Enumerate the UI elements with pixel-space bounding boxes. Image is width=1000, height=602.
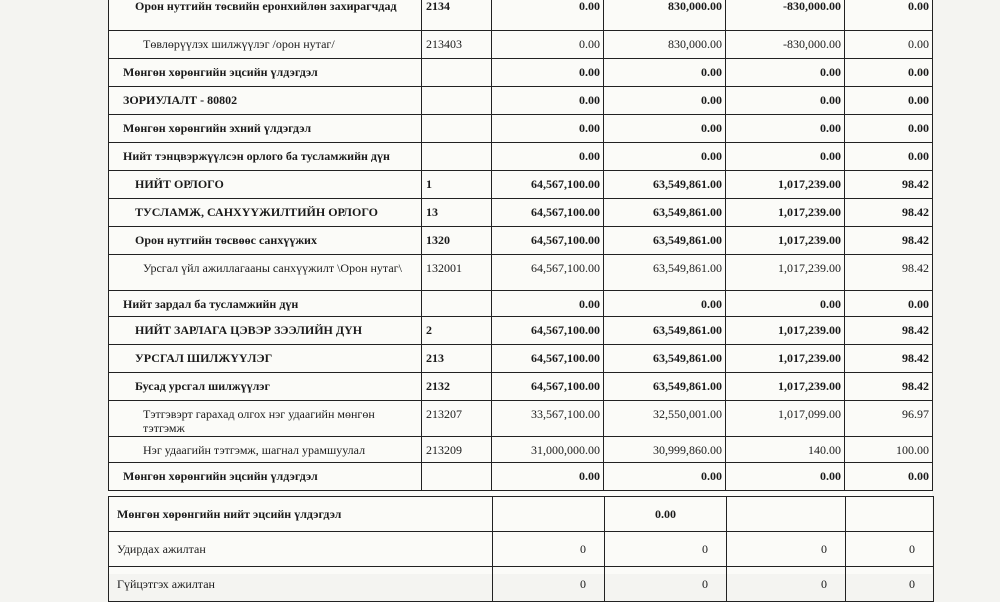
row-value-percent: 98.42 bbox=[845, 199, 933, 227]
table-row bbox=[109, 255, 933, 291]
row-value-difference: 0.00 bbox=[726, 115, 845, 143]
row-value-difference: 1,017,239.00 bbox=[726, 345, 845, 373]
row-label: Мөнгөн хөрөнгийн эцсийн үлдэгдэл bbox=[109, 59, 422, 87]
row-value-difference: -830,000.00 bbox=[726, 0, 845, 31]
row-value-difference: 1,017,239.00 bbox=[726, 171, 845, 199]
row-value-difference: 1,017,239.00 bbox=[726, 255, 845, 291]
summary-table bbox=[108, 496, 934, 602]
row-label: Нийт тэнцвэржүүлсэн орлого ба тусламжийн дүн bbox=[109, 143, 422, 171]
row-label: НИЙТ ОРЛОГО bbox=[109, 171, 422, 199]
row-label: Нэг удаагийн тэтгэмж, шагнал урамшуулал bbox=[109, 437, 422, 463]
row-value-actual: 63,549,861.00 bbox=[604, 199, 726, 227]
exec-label: Гүйцэтгэх ажилтан bbox=[109, 567, 493, 602]
row-value-difference: 140.00 bbox=[726, 437, 845, 463]
row-value-approved: 0.00 bbox=[492, 87, 604, 115]
row-label: Нийт зардал ба тусламжийн дүн bbox=[109, 291, 422, 317]
row-code: 213403 bbox=[422, 31, 492, 59]
summary-exec-row bbox=[109, 567, 934, 602]
summary-total-value: 0.00 bbox=[605, 497, 727, 532]
row-value-approved: 0.00 bbox=[492, 463, 604, 491]
row-label: Урсгал үйл ажиллагааны санхүүжилт \Орон нутаг\ bbox=[109, 255, 422, 291]
row-code bbox=[422, 291, 492, 317]
table-row bbox=[109, 87, 933, 115]
row-value-actual: 0.00 bbox=[604, 87, 726, 115]
row-value-percent: 0.00 bbox=[845, 31, 933, 59]
table-row bbox=[109, 227, 933, 255]
row-code bbox=[422, 87, 492, 115]
row-value-percent: 0.00 bbox=[845, 59, 933, 87]
row-value-approved: 0.00 bbox=[492, 143, 604, 171]
row-code: 213207 bbox=[422, 401, 492, 437]
managers-value: 0 bbox=[846, 532, 934, 567]
row-value-difference: 1,017,239.00 bbox=[726, 373, 845, 401]
row-value-difference: 1,017,239.00 bbox=[726, 227, 845, 255]
row-value-actual: 32,550,001.00 bbox=[604, 401, 726, 437]
row-label: ТУСЛАМЖ, САНХҮҮЖИЛТИЙН ОРЛОГО bbox=[109, 199, 422, 227]
exec-value: 0 bbox=[727, 567, 846, 602]
row-label: Тэтгэвэрт гарахад олгох нэг удаагийн мөнгөн тэтгэмж bbox=[109, 401, 422, 437]
table-row bbox=[109, 199, 933, 227]
exec-value: 0 bbox=[493, 567, 605, 602]
row-value-actual: 63,549,861.00 bbox=[604, 227, 726, 255]
managers-label: Удирдах ажилтан bbox=[109, 532, 493, 567]
row-label: Мөнгөн хөрөнгийн эхний үлдэгдэл bbox=[109, 115, 422, 143]
row-value-difference: 1,017,239.00 bbox=[726, 317, 845, 345]
row-label: НИЙТ ЗАРЛАГА ЦЭВЭР ЗЭЭЛИЙН ДҮН bbox=[109, 317, 422, 345]
row-value-actual: 0.00 bbox=[604, 143, 726, 171]
row-value-difference: 0.00 bbox=[726, 291, 845, 317]
table-row bbox=[109, 0, 933, 31]
row-value-actual: 63,549,861.00 bbox=[604, 171, 726, 199]
table-row bbox=[109, 171, 933, 199]
row-value-percent: 0.00 bbox=[845, 463, 933, 491]
row-label: ЗОРИУЛАЛТ - 80802 bbox=[109, 87, 422, 115]
row-value-percent: 98.42 bbox=[845, 255, 933, 291]
row-value-approved: 64,567,100.00 bbox=[492, 373, 604, 401]
row-value-actual: 63,549,861.00 bbox=[604, 373, 726, 401]
row-label: Орон нутгийн төсвийн еронхийлөн захирагчдад bbox=[109, 0, 422, 31]
budget-table bbox=[108, 0, 933, 491]
row-value-approved: 64,567,100.00 bbox=[492, 317, 604, 345]
row-value-actual: 0.00 bbox=[604, 115, 726, 143]
row-value-approved: 64,567,100.00 bbox=[492, 345, 604, 373]
row-value-approved: 0.00 bbox=[492, 115, 604, 143]
row-code: 1320 bbox=[422, 227, 492, 255]
row-value-percent: 0.00 bbox=[845, 143, 933, 171]
row-value-percent: 98.42 bbox=[845, 345, 933, 373]
row-value-difference: 0.00 bbox=[726, 463, 845, 491]
row-value-actual: 0.00 bbox=[604, 59, 726, 87]
row-value-approved: 31,000,000.00 bbox=[492, 437, 604, 463]
row-value-actual: 30,999,860.00 bbox=[604, 437, 726, 463]
row-label: Бусад урсгал шилжүүлэг bbox=[109, 373, 422, 401]
row-value-difference: 0.00 bbox=[726, 59, 845, 87]
row-value-approved: 33,567,100.00 bbox=[492, 401, 604, 437]
row-label: Орон нутгийн төсвөөс санхүүжих bbox=[109, 227, 422, 255]
row-value-difference: 1,017,239.00 bbox=[726, 199, 845, 227]
table-row bbox=[109, 373, 933, 401]
row-value-approved: 64,567,100.00 bbox=[492, 171, 604, 199]
row-value-approved: 64,567,100.00 bbox=[492, 227, 604, 255]
row-value-percent: 0.00 bbox=[845, 291, 933, 317]
table-row bbox=[109, 115, 933, 143]
row-value-percent: 0.00 bbox=[845, 115, 933, 143]
managers-value: 0 bbox=[493, 532, 605, 567]
row-label: Мөнгөн хөрөнгийн эцсийн үлдэгдэл bbox=[109, 463, 422, 491]
row-label: УРСГАЛ ШИЛЖҮҮЛЭГ bbox=[109, 345, 422, 373]
summary-empty-cell bbox=[846, 497, 934, 532]
table-row bbox=[109, 31, 933, 59]
row-value-actual: 63,549,861.00 bbox=[604, 317, 726, 345]
row-value-percent: 98.42 bbox=[845, 317, 933, 345]
row-code bbox=[422, 59, 492, 87]
table-row bbox=[109, 317, 933, 345]
row-code bbox=[422, 463, 492, 491]
row-value-actual: 830,000.00 bbox=[604, 31, 726, 59]
row-code bbox=[422, 115, 492, 143]
row-value-actual: 830,000.00 bbox=[604, 0, 726, 31]
table-row bbox=[109, 291, 933, 317]
managers-value: 0 bbox=[727, 532, 846, 567]
summary-total-row bbox=[109, 497, 934, 532]
row-code: 213 bbox=[422, 345, 492, 373]
summary-total-label: Мөнгөн хөрөнгийн нийт эцсийн үлдэгдэл bbox=[109, 497, 493, 532]
row-value-percent: 98.42 bbox=[845, 171, 933, 199]
summary-managers-row bbox=[109, 532, 934, 567]
row-value-difference: -830,000.00 bbox=[726, 31, 845, 59]
row-code: 2132 bbox=[422, 373, 492, 401]
row-value-difference: 0.00 bbox=[726, 143, 845, 171]
row-code: 2134 bbox=[422, 0, 492, 31]
row-value-percent: 100.00 bbox=[845, 437, 933, 463]
managers-value: 0 bbox=[605, 532, 727, 567]
row-value-approved: 64,567,100.00 bbox=[492, 255, 604, 291]
row-value-difference: 1,017,099.00 bbox=[726, 401, 845, 437]
row-code: 13 bbox=[422, 199, 492, 227]
row-code: 1 bbox=[422, 171, 492, 199]
row-value-actual: 0.00 bbox=[604, 291, 726, 317]
row-value-actual: 63,549,861.00 bbox=[604, 255, 726, 291]
row-value-approved: 0.00 bbox=[492, 291, 604, 317]
row-label: Төвлөрүүлэх шилжүүлэг /орон нутаг/ bbox=[109, 31, 422, 59]
summary-empty-cell bbox=[727, 497, 846, 532]
table-row bbox=[109, 463, 933, 491]
row-value-percent: 98.42 bbox=[845, 373, 933, 401]
row-value-actual: 63,549,861.00 bbox=[604, 345, 726, 373]
row-value-approved: 0.00 bbox=[492, 59, 604, 87]
row-value-percent: 98.42 bbox=[845, 227, 933, 255]
table-row bbox=[109, 401, 933, 437]
summary-empty-cell bbox=[493, 497, 605, 532]
row-code: 213209 bbox=[422, 437, 492, 463]
table-row bbox=[109, 59, 933, 87]
row-value-approved: 64,567,100.00 bbox=[492, 199, 604, 227]
exec-value: 0 bbox=[605, 567, 727, 602]
row-code: 132001 bbox=[422, 255, 492, 291]
exec-value: 0 bbox=[846, 567, 934, 602]
table-row bbox=[109, 437, 933, 463]
row-value-difference: 0.00 bbox=[726, 87, 845, 115]
row-value-approved: 0.00 bbox=[492, 0, 604, 31]
table-row bbox=[109, 345, 933, 373]
row-code bbox=[422, 143, 492, 171]
row-value-percent: 96.97 bbox=[845, 401, 933, 437]
row-value-percent: 0.00 bbox=[845, 87, 933, 115]
row-value-percent: 0.00 bbox=[845, 0, 933, 31]
row-value-approved: 0.00 bbox=[492, 31, 604, 59]
row-value-actual: 0.00 bbox=[604, 463, 726, 491]
row-code: 2 bbox=[422, 317, 492, 345]
table-row bbox=[109, 143, 933, 171]
